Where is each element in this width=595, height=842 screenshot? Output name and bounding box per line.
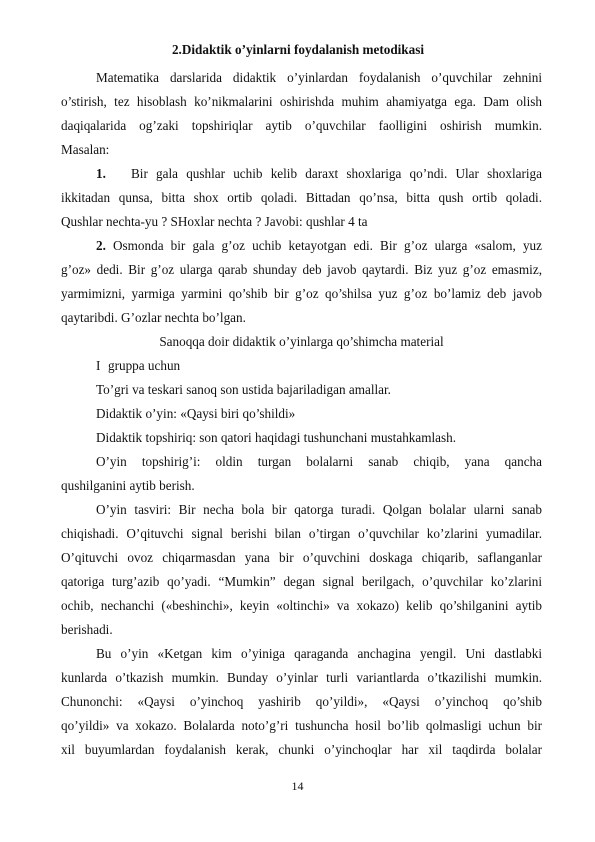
paragraph-line: qaytaribdi. G’ozlar nechta bo’lgan.: [61, 310, 246, 325]
paragraph-line: Bir gala qushlar uchib kelib daraxt shoxlariga qo’ndi. Ular shoxlariga: [131, 166, 542, 181]
paragraph-line: Didaktik o’yin: «Qaysi biri qo’shildi»: [96, 406, 296, 421]
paragraph-line: qatoriga turg’azib qo’yadi. “Mumkin” degan signal berilgach, o’quvchilar ko’zlarini: [61, 574, 542, 589]
list-marker-1: 1.: [96, 166, 106, 181]
paragraph-line: O’yin tasviri: Bir necha bola bir qatorga turadi. Qolgan bolalar ularni sanab: [96, 502, 542, 517]
paragraph-line: To’gri va teskari sanoq son ustida bajariladigan amallar.: [96, 382, 391, 397]
paragraph-line: chiqishadi. O’qituvchi signal berishi bilan o’tirgan o’quvchilar ko’zlarini yumadilar.: [61, 526, 542, 541]
paragraph-line: kunlarda o’tkazish mumkin. Bunday o’yinlar turli variantlarda o’tkazilishi mumkin.: [61, 670, 542, 685]
paragraph-line: yarmimizni, yarmiga yarmini qo’shib bir g’oz qo’shilsa yuz g’oz bo’lamiz deb javob: [61, 286, 542, 301]
paragraph-line: g’oz» dedi. Bir g’oz ularga qarab shunday deb javob qaytardi. Biz yuz g’oz emasmiz,: [61, 262, 542, 277]
paragraph-line: qushilganini aytib berish.: [61, 478, 195, 493]
paragraph-line: qo’yildi» va xokazo. Bolalarda noto’g’ri tushuncha hosil bo’lib qolmasligi uchun bir: [61, 718, 542, 733]
paragraph-line: ikkitadan qunsa, bitta shox ortib qoladi. Bittadan qo’nsa, bitta qush ortib qoladi.: [61, 190, 542, 205]
paragraph-line: Matematika darslarida didaktik o’yinlardan foydalanish o’quvchilar zehnini: [96, 70, 542, 85]
paragraph-line: Qushlar nechta-yu ? SHoxlar nechta ? Javobi: qushlar 4 ta: [61, 214, 368, 229]
paragraph-line: daqiqalarida og’zaki topshiriqlar aytib o’quvchilar faolligini oshirish mumkin.: [61, 118, 542, 133]
paragraph-line: ochib, nechanchi («beshinchi», keyin «oltinchi» va xokazo) kelib qo’shilganini aytib: [61, 598, 542, 613]
paragraph-line: gruppa uchun: [108, 358, 181, 373]
paragraph-line: Didaktik topshiriq: son qatori haqidagi tushunchani mustahkamlash.: [96, 430, 457, 445]
paragraph-line: berishadi.: [61, 622, 113, 637]
paragraph-line: xil buyumlardan foydalanish kerak, chunki o’yinchoqlar har xil taqdirda bolalar: [61, 742, 542, 757]
section-title: 2.Didaktik o’yinlarni foydalanish metodikasi: [171, 42, 425, 57]
paragraph-line: o’stirish, tez hisoblash ko’nikmalarini oshirishda muhim ahamiyatga ega. Dam olish: [61, 94, 542, 109]
list-marker-2: 2.: [96, 238, 106, 253]
paragraph-line: O’yin topshirig’i: oldin turgan bolalarni sanab chiqib, yana qancha: [96, 454, 542, 469]
paragraph-line: Osmonda bir gala g’oz uchib ketayotgan edi. Bir g’oz ularga «salom, yuz: [113, 238, 542, 253]
paragraph-line: Chunonchi: «Qaysi o’yinchoq yashirib qo’yildi», «Qaysi o’yinchoq qo’shib: [61, 694, 542, 709]
page-number: 14: [291, 779, 304, 793]
paragraph-line: Masalan:: [61, 142, 110, 157]
subsection-heading: Sanoqqa doir didaktik o’yinlarga qo’shimcha material: [159, 334, 444, 349]
roman-marker: I: [96, 358, 101, 373]
paragraph-line: Bu o’yin «Ketgan kim o’yiniga qaraganda anchagina yengil. Uni dastlabki: [96, 646, 542, 661]
paragraph-line: O’qituvchi ovoz chiqarmasdan yana bir o’quvchini doskaga chiqarib, saflanganlar: [61, 550, 542, 565]
